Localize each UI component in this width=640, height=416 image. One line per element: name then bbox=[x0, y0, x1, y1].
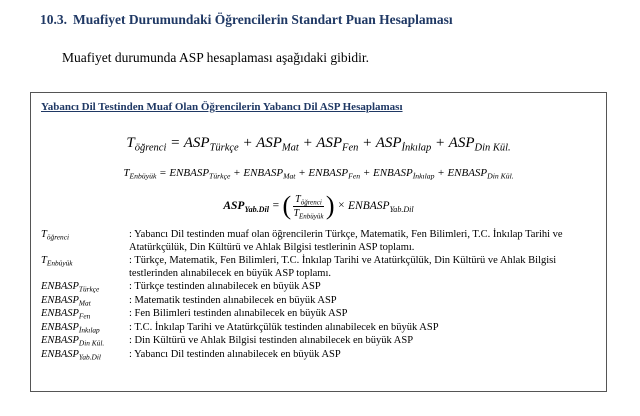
equation-term: $ASP_{Türkçe}$ bbox=[183, 135, 239, 154]
section-heading bbox=[40, 12, 453, 28]
equation-term: $ASP_{İnkılap}$ bbox=[375, 135, 432, 154]
definitions-list bbox=[41, 229, 596, 362]
equation-t-enbuyuk: $T_{Enbüyük}$ = $ENBASP_{Türkçe}$ + $ENBASP_{Mat}$ + $ENBASP_{Fen}$ + $ENBASP_{İnkılap}$ + $ENBASP_{Din Kül.}$ bbox=[123, 167, 514, 181]
definition-symbol: $ENBASP_{Yab.Dil}$ bbox=[41, 348, 101, 362]
definition-symbol: $ENBASP_{Türkçe}$ bbox=[41, 281, 100, 294]
definition-row bbox=[41, 322, 596, 335]
definition-row bbox=[41, 349, 596, 362]
definition-symbol: $ENBASP_{Din Kül.}$ bbox=[41, 335, 105, 348]
definition-text: : T.C. İnkılap Tarihi ve Atatürkçülük testinden alınabilecek en büyük ASP bbox=[129, 321, 439, 333]
definition-row bbox=[41, 281, 596, 294]
equation-term: $ENBASP_{Türkçe}$ bbox=[169, 167, 231, 181]
formula-box-title: Yabancı Dil Testinden Muaf Olan Öğrencilerin Yabancı Dil ASP Hesaplaması bbox=[41, 101, 403, 113]
definition-text: : Türkçe testinden alınabilecek en büyük ASP bbox=[129, 281, 321, 292]
equation-lhs: $T_{öğrenci}$ bbox=[126, 135, 167, 154]
definition-symbol: $ENBASP_{Fen}$ bbox=[41, 308, 91, 321]
equation-term: $ENBASP_{Mat}$ bbox=[243, 167, 296, 181]
definition-text: : Türkçe, Matematik, Fen Bilimleri, T.C. İnkılap Tarihi ve Atatürkçülük, Din Kültürü ve Ahlak Bilgisi testlerinden alınabilecek en büyük ASP toplamı. bbox=[129, 255, 557, 279]
formula-box bbox=[30, 92, 607, 392]
definition-symbol: $T_{Enbüyük}$ bbox=[41, 255, 73, 268]
equation-term: $ENBASP_{Fen}$ bbox=[308, 167, 361, 181]
definition-row bbox=[41, 335, 596, 348]
equation-term: $ENBASP_{İnkılap}$ bbox=[373, 167, 435, 181]
equation-lhs: $T_{Enbüyük}$ bbox=[123, 167, 157, 181]
definition-text: : Yabancı Dil testinden muaf olan öğrencilerin Türkçe, Matematik, Fen Bilimleri, T.C. İnkılap Tarihi ve Atatürkçülük, Din Kültürü ve Ahlak Bilgisi testlerinin ASP toplamı. bbox=[129, 229, 563, 253]
definition-text: : Din Kültürü ve Ahlak Bilgisi testinden alınabilecek en büyük ASP bbox=[129, 335, 414, 346]
equation-term: $ASP_{Din Kül.}$ bbox=[448, 135, 511, 154]
definition-row bbox=[41, 295, 596, 308]
definition-symbol: $T_{öğrenci}$ bbox=[41, 229, 70, 242]
equation-term: $ENBASP_{Din Kül.}$ bbox=[447, 167, 514, 181]
eq3-rhs: $ENBASP_{Yab.Dil}$ bbox=[348, 199, 414, 214]
definition-symbol: $ENBASP_{Mat}$ bbox=[41, 294, 91, 308]
eq3-times: × bbox=[337, 199, 346, 212]
definition-text: : Matematik testinden alınabilecek en büyük ASP bbox=[129, 294, 337, 306]
intro-paragraph: Muafiyet durumunda ASP hesaplaması aşağıdaki gibidir. bbox=[62, 50, 369, 65]
section-number: 10.3. bbox=[40, 12, 67, 27]
section-title: Muafiyet Durumundaki Öğrencilerin Standart Puan Hesaplaması bbox=[73, 12, 453, 27]
eq3-fraction: $\frac{T_{öğrenci}}{T_{Enbüyük}}$ bbox=[293, 193, 324, 220]
definition-text: : Fen Bilimleri testinden alınabilecek en büyük ASP bbox=[129, 308, 348, 319]
definition-row bbox=[41, 308, 596, 321]
equation-term: $ASP_{Mat}$ bbox=[256, 135, 299, 154]
definition-row bbox=[41, 229, 596, 254]
equation-term: $ASP_{Fen}$ bbox=[316, 135, 359, 154]
equation-t-ogrenci: $T_{öğrenci} = ASP_{Türkçe} + ASP_{Mat} + ASP_{Fen} + ASP_{İnkılap} + ASP_{Din Kül.}$ bbox=[126, 135, 511, 154]
definition-row bbox=[41, 255, 596, 280]
definition-symbol: $ENBASP_{İnkılap}$ bbox=[41, 321, 100, 335]
equation-asp-yabdil: $ASP_{Yab.Dil}$ = ( $\frac{T_{öğrenci}}{T_{Enbüyük}}$ ) × $ENBASP_{Yab.Dil}$ bbox=[223, 191, 414, 220]
definition-text: : Yabancı Dil testinden alınabilecek en büyük ASP bbox=[129, 348, 341, 360]
eq3-lhs: $ASP_{Yab.Dil}$ bbox=[223, 199, 269, 214]
